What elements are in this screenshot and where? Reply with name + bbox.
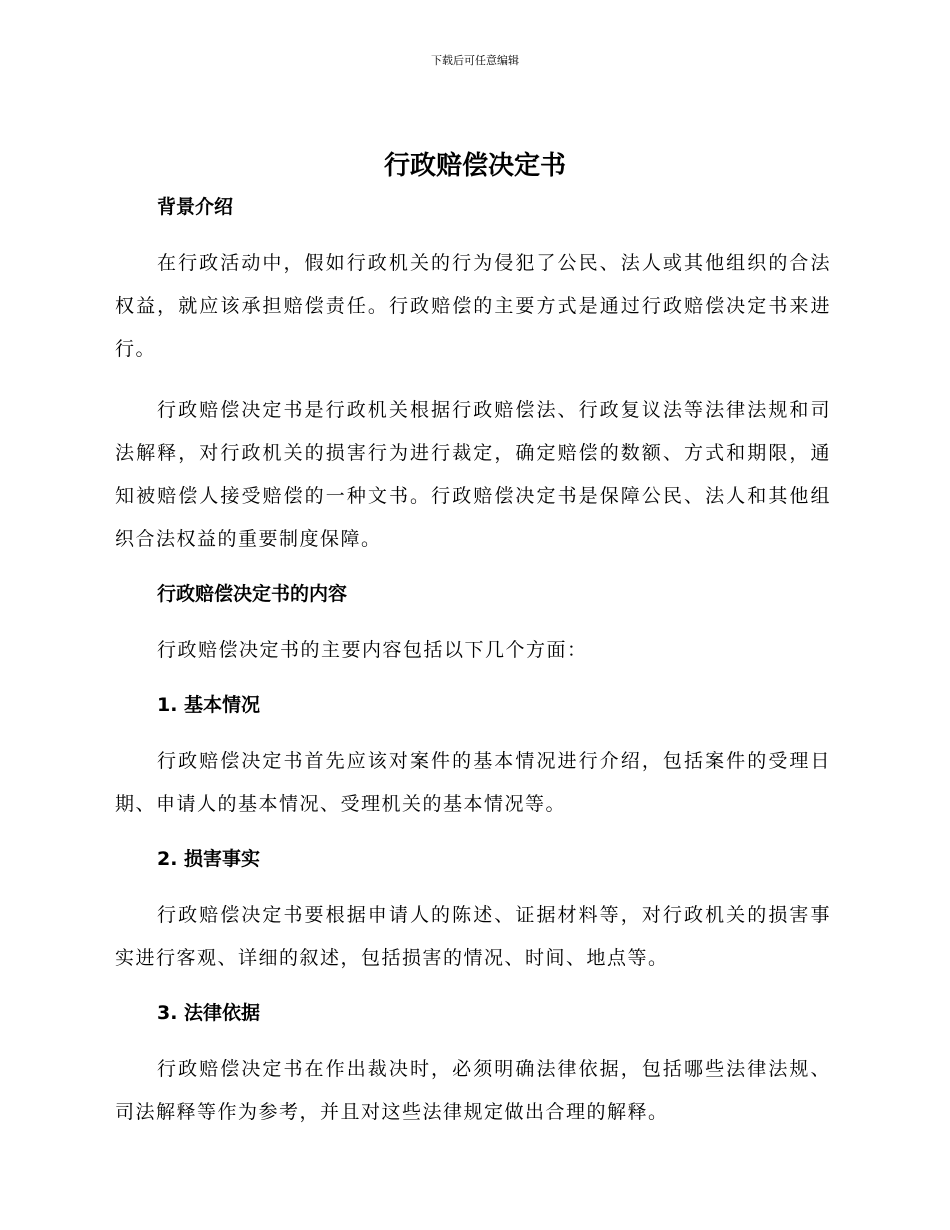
document-title: 行政赔偿决定书	[383, 151, 566, 181]
item-1-paragraph: 行政赔偿决定书首先应该对案件的基本情况进行介绍，包括案件的受理日期、申请人的基本情况、受理机关的基本情况等。	[115, 750, 831, 815]
item-2-paragraph: 行政赔偿决定书要根据申请人的陈述、证据材料等，对行政机关的损害事实进行客观、详细的叙述，包括损害的情况、时间、地点等。	[115, 904, 831, 969]
background-paragraph-2: 行政赔偿决定书是行政机关根据行政赔偿法、行政复议法等法律法规和司法解释，对行政机关的损害行为进行裁定，确定赔偿的数额、方式和期限，通知被赔偿人接受赔偿的一种文书。行政赔偿决定书是保障公民、法人和其他组织合法权益的重要制度保障。	[115, 399, 831, 550]
background-heading: 背景介绍	[157, 196, 234, 218]
content-intro-paragraph: 行政赔偿决定书的主要内容包括以下几个方面：	[157, 639, 588, 661]
item-3-paragraph: 行政赔偿决定书在作出裁决时，必须明确法律依据，包括哪些法律法规、司法解释等作为参考，并且对这些法律规定做出合理的解释。	[115, 1058, 831, 1123]
item-2-heading: 2. 损害事实	[157, 848, 261, 870]
page-header: 下载后可任意编辑	[431, 54, 519, 67]
content-heading: 行政赔偿决定书的内容	[157, 583, 348, 605]
background-paragraph-1: 在行政活动中，假如行政机关的行为侵犯了公民、法人或其他组织的合法权益，就应该承担赔偿责任。行政赔偿的主要方式是通过行政赔偿决定书来进行。	[115, 252, 831, 360]
item-1-heading: 1. 基本情况	[157, 694, 261, 716]
item-3-heading: 3. 法律依据	[157, 1002, 261, 1024]
document-body	[115, 192, 831, 1134]
